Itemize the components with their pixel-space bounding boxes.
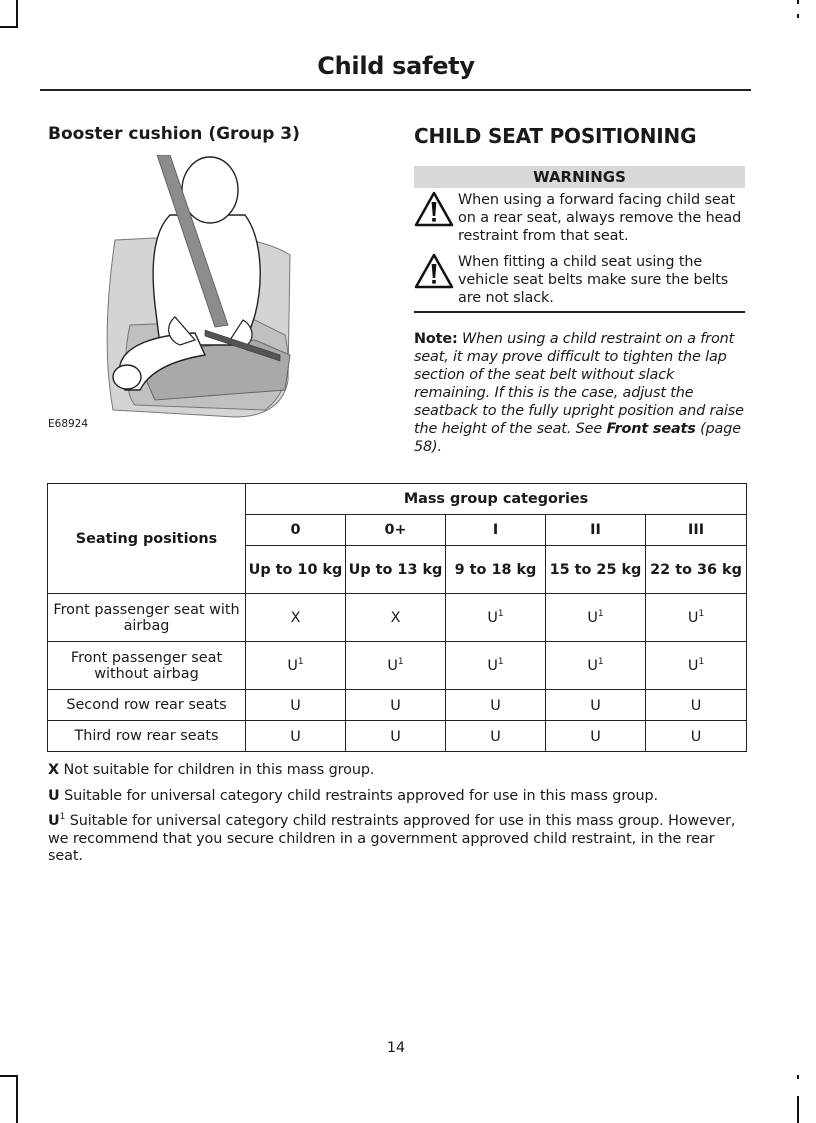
table-cell: U (646, 690, 747, 721)
warnings-rule (414, 311, 745, 313)
table-cell: $U^1$ (646, 642, 747, 690)
warnings-title: WARNINGS (414, 166, 745, 188)
warning-text: When using a forward facing child seat on a rear seat, always remove the head restraint from that seat. (458, 192, 742, 244)
table-cell: $U^1$ (546, 594, 646, 642)
table-cell: X (346, 594, 446, 642)
range-header: Up to 13 kg (346, 546, 446, 594)
legend-text: Not suitable for children in this mass group. (63, 762, 375, 778)
warning-triangle-icon (414, 253, 454, 289)
group-header: 0 (246, 515, 346, 546)
table-row (48, 642, 747, 690)
crop-mark (797, 14, 799, 18)
table-cell: X (246, 594, 346, 642)
legend-text: Suitable for universal category child restraints approved for use in this mass group. However, we recommend that you secure children in a government approved child restraint, in the rear seat. (48, 813, 736, 864)
seating-positions-header: Seating positions (48, 484, 246, 594)
table-cell: U (346, 690, 446, 721)
page-number: 14 (386, 1040, 406, 1056)
section-heading: CHILD SEAT POSITIONING (414, 124, 697, 148)
warning-triangle-icon (414, 191, 454, 227)
range-header: 9 to 18 kg (446, 546, 546, 594)
table-cell: $U^1$ (446, 594, 546, 642)
crop-mark (797, 1075, 799, 1079)
table-cell: U (646, 721, 747, 752)
row-label: Second row rear seats (48, 690, 246, 721)
warning-text: When fitting a child seat using the vehicle seat belts make sure the belts are not slack. (458, 254, 729, 306)
legend-symbol: U (48, 813, 60, 829)
table-cell: U (246, 690, 346, 721)
group-header: 0+ (346, 515, 446, 546)
page-reference: (page 58). (414, 421, 741, 455)
table-row (48, 721, 747, 752)
row-label: Front passenger seat with airbag (48, 594, 246, 642)
table-cell: $U^1$ (546, 642, 646, 690)
crop-mark (16, 1075, 18, 1123)
legend-text: Suitable for universal category child restraints approved for use in this mass group. (64, 788, 658, 804)
legend-item (48, 784, 748, 806)
mass-group-header: Mass group categories (246, 484, 747, 515)
front-seats-link[interactable]: Front seats (606, 421, 696, 437)
figure-code: E68924 (48, 418, 89, 430)
table-cell: $U^1$ (346, 642, 446, 690)
table-cell: U (346, 721, 446, 752)
table-cell: U (446, 690, 546, 721)
note-text: When using a child restraint on a front seat, it may prove difficult to tighten the lap section of the seat belt without slack remaining. If this is the case, adjust the seatback to the fully upright position and raise the height of the seat. See (414, 331, 744, 437)
table-row (48, 690, 747, 721)
note-paragraph (414, 330, 750, 456)
table-cell: U (446, 721, 546, 752)
legend-item (48, 758, 748, 780)
group-header: II (546, 515, 646, 546)
range-header: 15 to 25 kg (546, 546, 646, 594)
table-cell: U (246, 721, 346, 752)
warning-item (414, 191, 748, 249)
table-cell: U (546, 690, 646, 721)
booster-cushion-illustration (95, 155, 310, 430)
legend-symbol: X (48, 762, 59, 778)
crop-mark (16, 0, 18, 28)
table-cell: $U^1$ (446, 642, 546, 690)
crop-mark (797, 1096, 799, 1123)
crop-mark (797, 0, 799, 4)
group-header: III (646, 515, 747, 546)
legend-item: $U^1$ Suitable for universal category child restraints approved for use in this mass group. However, we recommend that you secure children in a government approved child restraint, in the rear seat. (48, 812, 736, 864)
range-header: 22 to 36 kg (646, 546, 747, 594)
table-cell: $U^1$ (646, 594, 747, 642)
note-label: Note: (414, 331, 458, 347)
booster-heading: Booster cushion (Group 3) (48, 124, 300, 144)
page-title: Child safety (317, 52, 475, 80)
row-label: Front passenger seat without airbag (48, 642, 246, 690)
row-label: Third row rear seats (48, 721, 246, 752)
table-row (48, 594, 747, 642)
header-rule (40, 89, 751, 91)
group-header: I (446, 515, 546, 546)
table-cell: U (546, 721, 646, 752)
warning-item (414, 253, 748, 311)
mass-group-table (47, 483, 747, 752)
table-cell: $U^1$ (246, 642, 346, 690)
range-header: Up to 10 kg (246, 546, 346, 594)
legend-symbol: U (48, 788, 60, 804)
